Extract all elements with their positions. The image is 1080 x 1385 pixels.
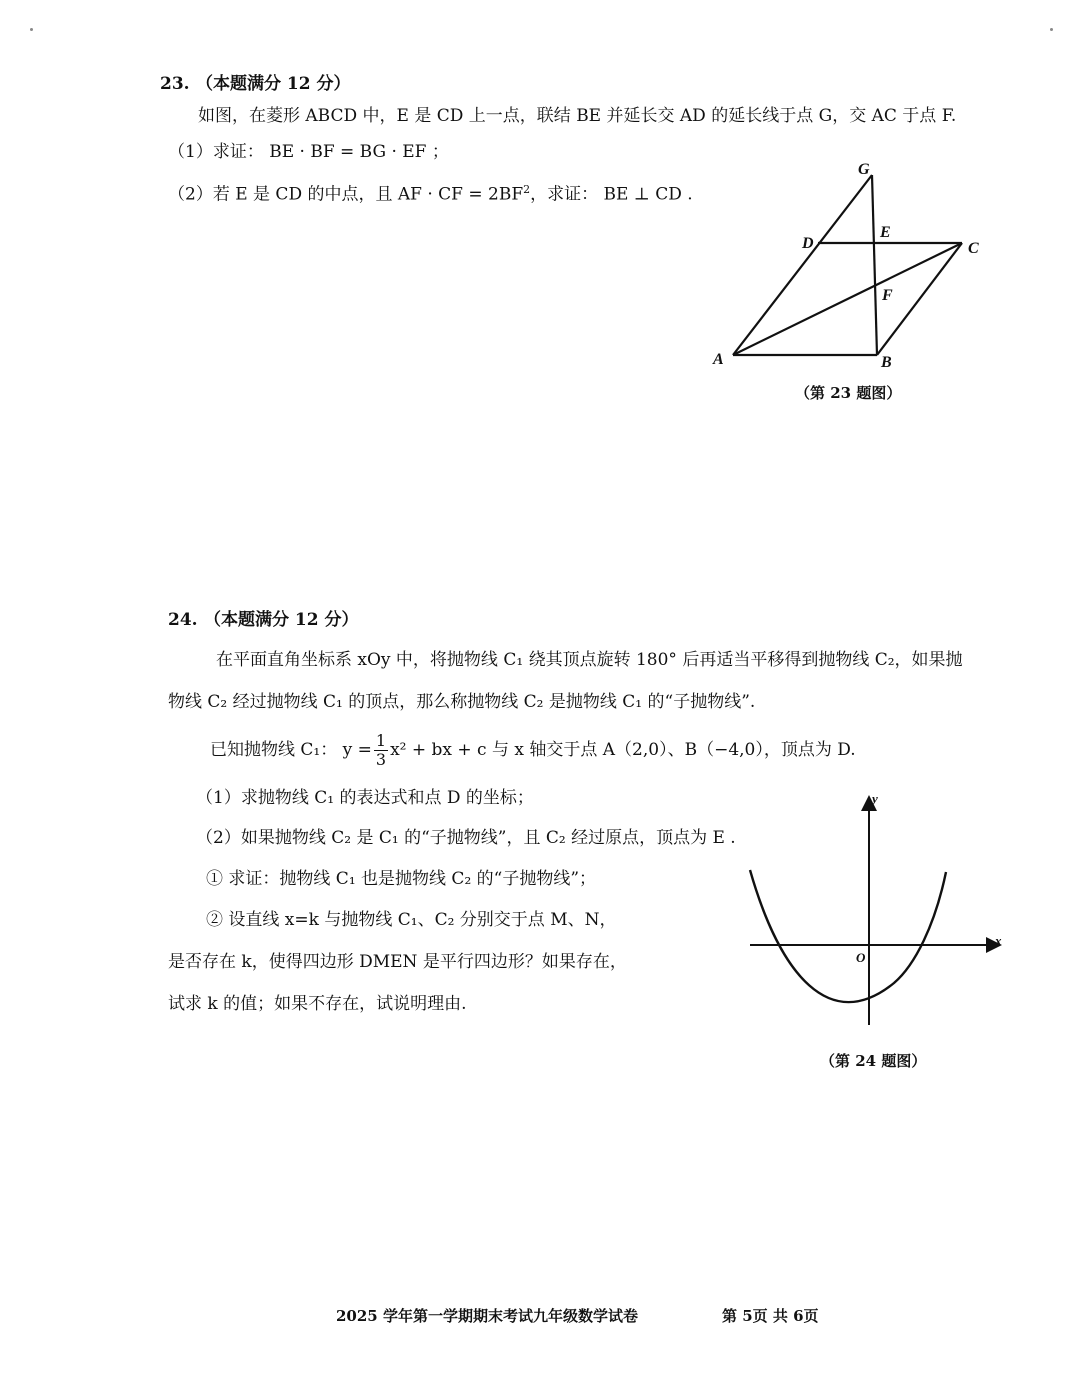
axis-y-label: y <box>872 791 878 806</box>
q23-figure-caption: （第 23 题图） <box>795 384 902 402</box>
q24-sub1: ① 求证：抛物线 C₁ 也是抛物线 C₂ 的“子抛物线”； <box>206 869 597 889</box>
q24-part2: （2）如果抛物线 C₂ 是 C₁ 的“子抛物线”，且 C₂ 经过原点，顶点为 E . <box>196 828 736 848</box>
q24-figure-caption: （第 24 题图） <box>820 1052 927 1070</box>
scan-dot <box>30 28 33 31</box>
label-D: D <box>802 235 814 252</box>
label-A: A <box>713 351 724 368</box>
origin-label: O <box>856 950 866 965</box>
footer-title: 2025 学年第一学期期末考试九年级数学试卷 <box>336 1307 638 1325</box>
label-F: F <box>882 287 893 304</box>
q23-part2-a: （2）若 E 是 CD 的中点，且 AF · CF = 2BF <box>168 184 524 205</box>
q24-intro-line2: 物线 C₂ 经过抛物线 C₁ 的顶点，那么称抛物线 C₂ 是抛物线 C₁ 的“子抛物线”. <box>168 692 756 712</box>
axis-x-label: x <box>995 933 1002 948</box>
q24-intro-line1: 在平面直角坐标系 xOy 中，将抛物线 C₁ 绕其顶点旋转 180° 后再适当平移得到抛物线 C₂，如果抛 <box>216 650 963 670</box>
label-B: B <box>881 354 892 371</box>
segment-AC <box>733 243 962 355</box>
q24-known-prefix: 已知抛物线 C₁： y = <box>210 740 372 760</box>
segment-BG <box>872 175 877 355</box>
label-G: G <box>858 161 870 178</box>
footer-page: 第 5页 共 6页 <box>722 1307 819 1325</box>
scan-dot <box>1050 28 1053 31</box>
parabola-curve <box>750 870 946 1002</box>
q24-sub2-cont: 是否存在 k，使得四边形 DMEN 是平行四边形？如果存在， <box>168 952 627 972</box>
segment-AG <box>733 175 872 355</box>
q24-known-suffix: x² + bx + c 与 x 轴交于点 A（2,0）、B（−4,0），顶点为 D. <box>390 740 856 760</box>
q23-part1: （1）求证： BE · BF = BG · EF ； <box>168 142 449 162</box>
q23-part2-b: ，求证： BE ⊥ CD . <box>530 184 693 205</box>
q23-part2-sup: 2 <box>523 183 531 196</box>
q24-part1: （1）求抛物线 C₁ 的表达式和点 D 的坐标； <box>196 788 534 808</box>
q24-figure <box>740 785 1010 1035</box>
q24-number: 24. <box>168 610 198 630</box>
q23-number: 23. <box>160 74 190 94</box>
label-C: C <box>968 240 979 257</box>
q24-known <box>210 730 856 770</box>
q24-header: （本题满分 12 分） <box>204 610 359 630</box>
label-E: E <box>880 224 891 241</box>
q24-fraction-den: 3 <box>375 750 387 769</box>
q24-fraction-num: 1 <box>375 731 387 750</box>
q24-sub2: ② 设直线 x=k 与抛物线 C₁、C₂ 分别交于点 M、N， <box>206 910 617 930</box>
q23-stem: 如图，在菱形 ABCD 中，E 是 CD 上一点，联结 BE 并延长交 AD 的延长线于点 G，交 AC 于点 F. <box>198 106 957 126</box>
q23-part2 <box>168 178 693 207</box>
q24-fraction <box>374 732 388 769</box>
q23-header: （本题满分 12 分） <box>196 74 351 94</box>
q24-sub2-end: 试求 k 的值；如果不存在，试说明理由. <box>168 994 467 1014</box>
q23-figure <box>700 150 1010 410</box>
